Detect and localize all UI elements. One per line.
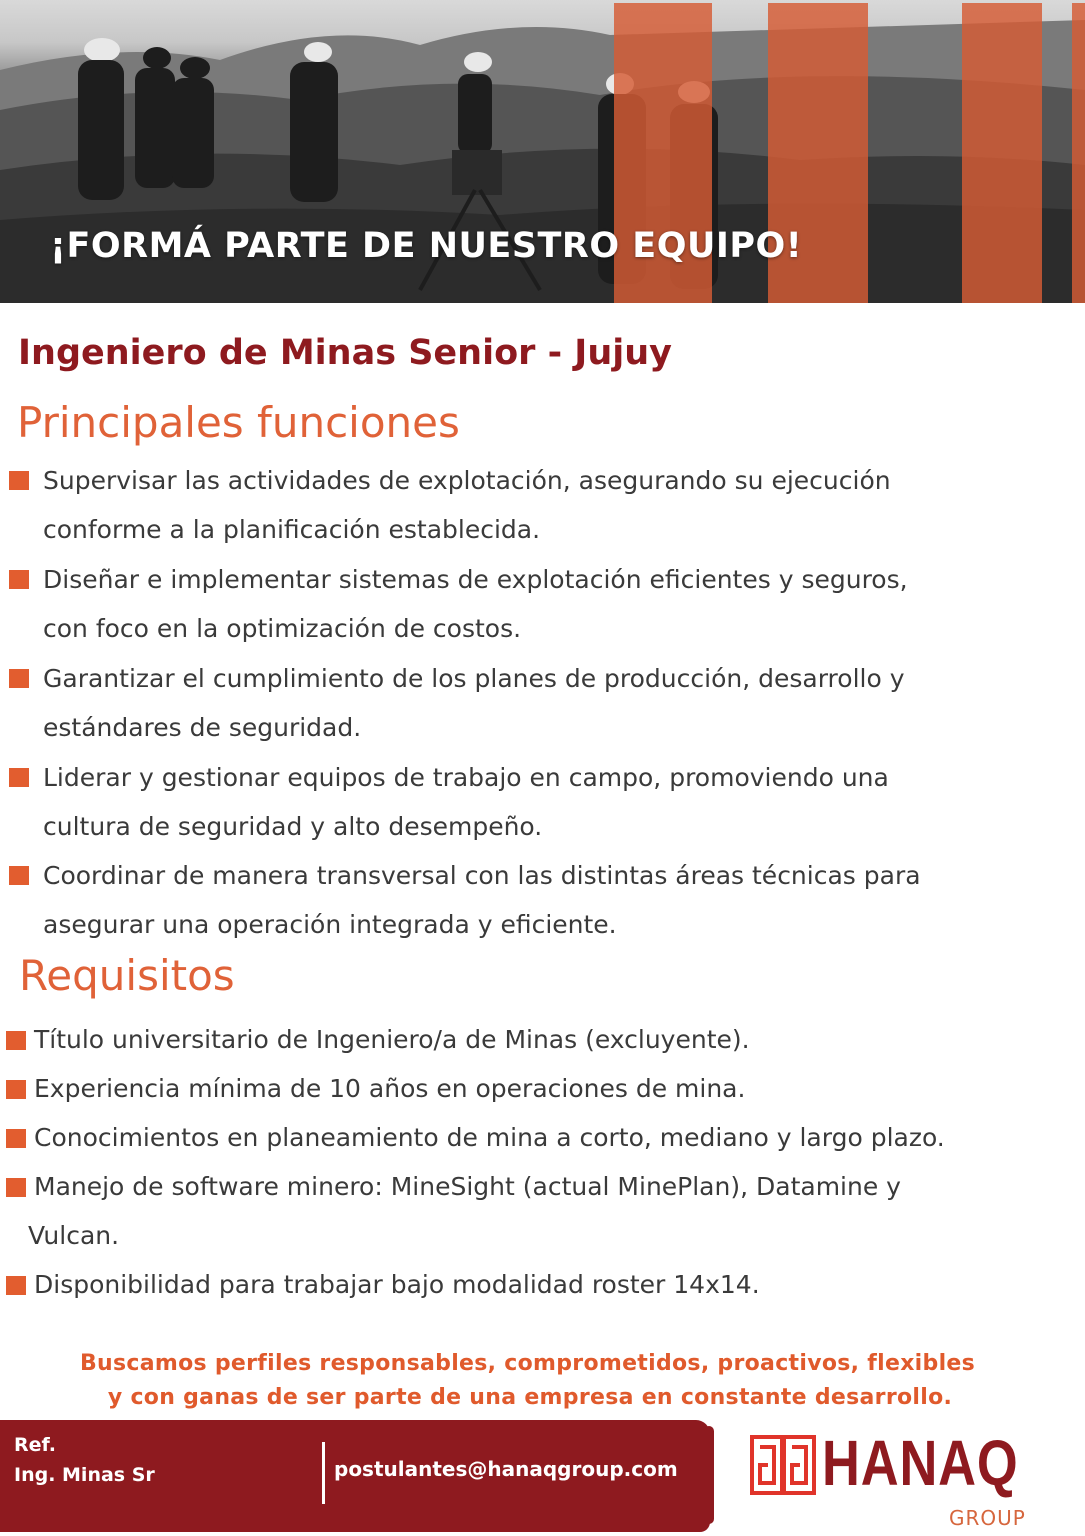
item-line: Liderar y gestionar equipos de trabajo en campo, promoviendo una bbox=[43, 763, 889, 792]
bullet-square-icon bbox=[9, 768, 29, 787]
job-title: Ingeniero de Minas Senior - Jujuy bbox=[18, 333, 672, 373]
ref-value: Ing. Minas Sr bbox=[14, 1464, 155, 1486]
item-line: Experiencia mínima de 10 años en operaciones de mina. bbox=[34, 1074, 746, 1103]
hanaq-logo-mark-icon bbox=[750, 1435, 816, 1495]
item-line: conforme a la planificación establecida. bbox=[43, 515, 541, 544]
bullet-square-icon bbox=[6, 1080, 26, 1099]
item-line: asegurar una operación integrada y eficiente. bbox=[43, 910, 617, 939]
tagline-line: Buscamos perfiles responsables, comprometidos, proactivos, flexibles bbox=[79, 1351, 976, 1376]
tagline-line: y con ganas de ser parte de una empresa en constante desarrollo. bbox=[107, 1385, 953, 1410]
bullet-square-icon bbox=[9, 866, 29, 885]
decor-bar bbox=[1072, 3, 1085, 303]
item-line: Coordinar de manera transversal con las distintas áreas técnicas para bbox=[43, 861, 921, 890]
item-line: Supervisar las actividades de explotación, asegurando su ejecución bbox=[43, 466, 891, 495]
item-line: estándares de seguridad. bbox=[43, 713, 362, 742]
decor-bar bbox=[962, 3, 1042, 303]
bullet-square-icon bbox=[9, 471, 29, 490]
logo-group: GROUP bbox=[949, 1506, 1026, 1530]
footer-divider bbox=[322, 1442, 325, 1504]
bullet-square-icon bbox=[6, 1129, 26, 1148]
bullet-square-icon bbox=[6, 1276, 26, 1295]
bullet-square-icon bbox=[9, 669, 29, 688]
item-line: Título universitario de Ingeniero/a de Minas (excluyente). bbox=[34, 1025, 750, 1054]
email-link[interactable]: postulantes@hanaqgroup.com bbox=[334, 1457, 678, 1481]
item-line: Diseñar e implementar sistemas de explotación eficientes y seguros, bbox=[43, 565, 908, 594]
hero-title: ¡FORMÁ PARTE DE NUESTRO EQUIPO! bbox=[50, 226, 803, 266]
item-line: Garantizar el cumplimiento de los planes de producción, desarrollo y bbox=[43, 664, 905, 693]
funciones-heading: Principales funciones bbox=[17, 398, 460, 447]
item-line: Conocimientos en planeamiento de mina a corto, mediano y largo plazo. bbox=[34, 1123, 945, 1152]
item-line: Disponibilidad para trabajar bajo modalidad roster 14x14. bbox=[34, 1270, 760, 1299]
item-line: con foco en la optimización de costos. bbox=[43, 614, 522, 643]
hanaq-logo bbox=[750, 1427, 1040, 1530]
bullet-square-icon bbox=[6, 1178, 26, 1197]
item-line: Vulcan. bbox=[28, 1221, 120, 1250]
logo-name: HANAQ bbox=[822, 1427, 1019, 1499]
hero-banner bbox=[0, 0, 1085, 303]
bullet-square-icon bbox=[6, 1031, 26, 1050]
item-line: cultura de seguridad y alto desempeño. bbox=[43, 812, 543, 841]
ref-label: Ref. bbox=[14, 1434, 56, 1456]
bullet-square-icon bbox=[9, 570, 29, 589]
item-line: Manejo de software minero: MineSight (actual MinePlan), Datamine y bbox=[34, 1172, 901, 1201]
requisitos-heading: Requisitos bbox=[19, 951, 235, 1000]
